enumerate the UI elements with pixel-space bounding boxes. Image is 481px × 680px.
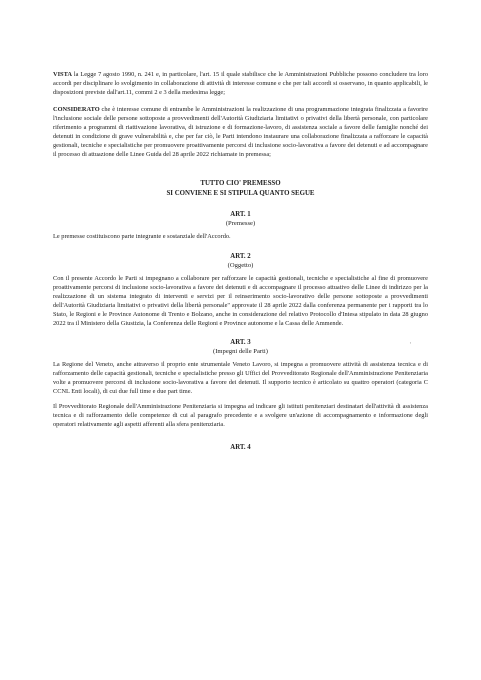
art1-subtitle: (Premesse)	[225, 219, 256, 227]
considerato-paragraph	[53, 105, 428, 159]
art1-text: Le premesse costituiscono parte integrante e sostanziale dell'Accordo.	[53, 232, 231, 240]
art3-text-2: Il Provveditorato Regionale dell'Amministrazione Penitenziaria si impegna ad indicare gli istituti penitenziari destinatari dell'attività di assistenza tecnica e di rafforzamento delle competenze di cui al paragrafo precedente e a svolgere un'azione di accompagnamento e informazione degli operatori relativamente agli aspetti afferenti alla sfera penitenziaria.	[53, 403, 428, 429]
considerato-text: che è interesse comune di entrambe le Amministrazioni la realizzazione di una programmazione integrata finalizzata a favorire l'inclusione sociale delle persone sottoposte a provvedimenti dell'Autorità Giudiziaria limitativi o privativi della libertà personale, con particolare riferimento a programmi di riattivazione lavorativa, di istruzione e di formazione-lavoro, di assistenza sociale a favore delle famiglie nonché dei detenuti in condizione di grave vulnerabilità e, che per far ciò, le Parti intendono instaurare una collaborazione finalizzata a rafforzare le capacità gestionali, tecniche e specialistiche per promuovere proattivamente percorsi di inclusione socio-lavorativa a favore dei detenuti e ad accompagnare il processo di attuazione delle Linee Guida del 28 aprile 2022 richiamate in premessa;	[53, 106, 428, 159]
art2-title: ART. 2	[230, 252, 251, 260]
art3-subtitle: (Impegni delle Parti)	[213, 348, 268, 356]
art3-text-1: La Regione del Veneto, anche attraverso il proprio ente strumentale Veneto Lavoro, si impegna a promuovere attività di assistenza tecnica e di rafforzamento delle capacità gestionali, tecniche e specialistiche presso gli Uffici del Provveditorato Regionale dell'Amministrazione Penitenziaria volte a promuovere percorsi di inclusione socio-lavorativa a favore dei detenuti. Il supporto tecnico è articolato su quattro operatori (categoria C CCNL Enti locali), di cui due full time e due part time.	[53, 361, 428, 396]
pen-mark: ˒	[407, 337, 413, 347]
art4-title: ART. 4	[230, 444, 251, 452]
vista-paragraph	[53, 70, 428, 97]
premesso-heading-1: TUTTO CIO' PREMESSO	[200, 180, 281, 188]
art3-title: ART. 3	[230, 339, 251, 347]
considerato-lead: CONSIDERATO	[53, 106, 100, 114]
art1-title: ART. 1	[230, 210, 251, 218]
vista-text: la Legge 7 agosto 1990, n. 241 e, in particolare, l'art. 15 il quale stabilisce che le Amministrazioni Pubbliche possono concludere tra loro accordi per disciplinare lo svolgimento in collaborazione di attività di interesse comune e che per tali accordi si osservano, in quanto applicabili, le disposizioni previste dall'art.11, commi 2 e 3 della medesima legge;	[53, 71, 428, 97]
art2-text: Con il presente Accordo le Parti si impegnano a collaborare per rafforzare le capacità gestionali, tecniche e specialistiche al fine di promuovere proattivamente percorsi di inclusione socio-lavorativa a favore dei detenuti e di accompagnare il processo attuativo delle Linee di indirizzo per la realizzazione di un sistema integrato di interventi e servizi per il reinserimento socio-lavorativo delle persone sottoposte a provvedimenti dell'Autorità Giudiziaria limitativi o privativi della libertà personale" approvate il 28 aprile 2022 dalla conferenza permanente per i rapporti tra lo Stato, le Regioni e le Province Autonome di Trento e Bolzano, anche in considerazione del relativo Protocollo d'Intesa stipulato in data 28 giugno 2022 tra il Ministero della Giustizia, la Conferenza delle Regioni e Province autonome e la Cassa delle Ammende.	[53, 274, 428, 328]
art2-subtitle: (Oggetto)	[227, 261, 254, 269]
vista-lead: VISTA	[53, 71, 72, 78]
premesso-heading-2: SI CONVIENE E SI STIPULA QUANTO SEGUE	[166, 189, 315, 197]
